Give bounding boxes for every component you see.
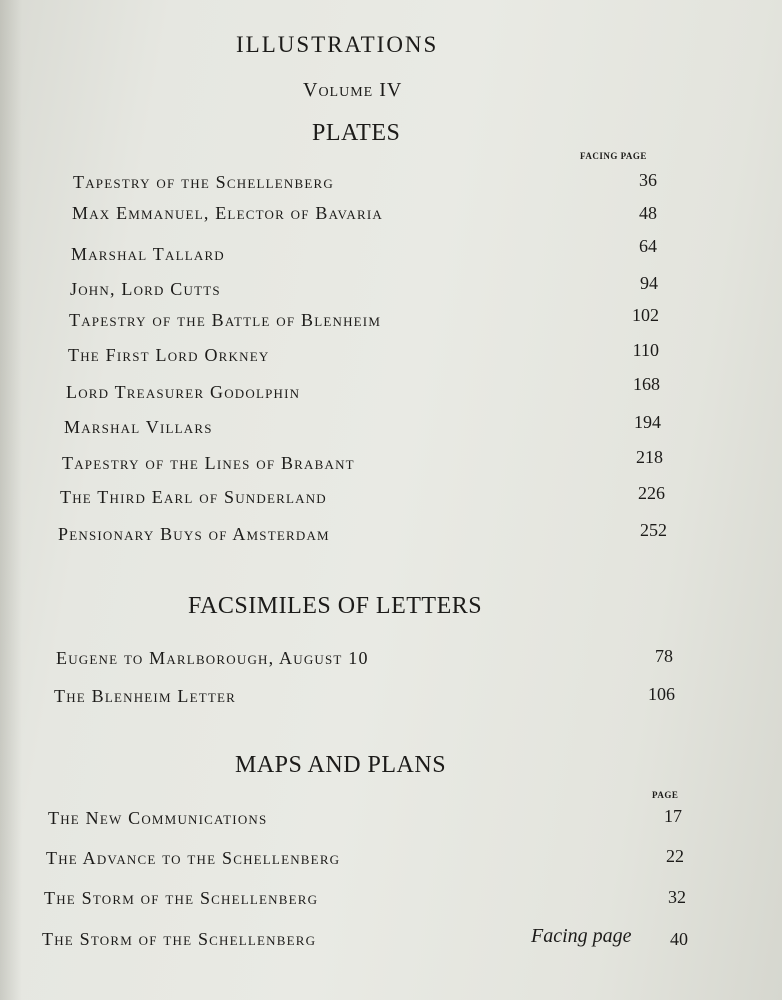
facsimile-title: Eugene to Marlborough, August 10 xyxy=(56,648,369,668)
map-page: 32 xyxy=(668,887,686,907)
facsimile-title: The Blenheim Letter xyxy=(54,686,237,706)
facsimiles-heading: FACSIMILES OF LETTERS xyxy=(188,593,483,619)
map-page: 22 xyxy=(666,846,684,866)
plate-page: 102 xyxy=(632,305,659,325)
plate-title: Tapestry of the Lines of Brabant xyxy=(62,453,355,473)
plate-page: 194 xyxy=(634,412,661,432)
plates-column-label: FACING PAGE xyxy=(580,151,647,161)
plate-page: 64 xyxy=(639,236,657,256)
plate-page: 94 xyxy=(640,273,658,293)
plate-title: The First Lord Orkney xyxy=(68,345,270,365)
volume-label: Volume IV xyxy=(303,79,403,101)
plate-title: Lord Treasurer Godolphin xyxy=(66,382,301,402)
plate-title: Max Emmanuel, Elector of Bavaria xyxy=(72,203,383,223)
plate-title: Marshal Villars xyxy=(64,417,213,437)
plate-page: 226 xyxy=(638,483,665,503)
plate-page: 218 xyxy=(636,447,663,467)
facsimile-page: 106 xyxy=(648,684,675,704)
plate-page: 36 xyxy=(639,170,657,190)
maps-heading: MAPS AND PLANS xyxy=(235,752,447,778)
map-title: The Advance to the Schellenberg xyxy=(46,848,341,868)
plate-page: 110 xyxy=(632,340,659,360)
plate-title: Pensionary Buys of Amsterdam xyxy=(58,524,330,544)
maps-column-label: PAGE xyxy=(652,790,679,800)
map-title: The New Communications xyxy=(48,808,268,828)
page-edge-shadow xyxy=(0,0,22,1000)
map-page: 40 xyxy=(670,929,688,949)
plate-title: Marshal Tallard xyxy=(71,244,225,264)
plate-title: John, Lord Cutts xyxy=(70,279,221,299)
page-title: ILLUSTRATIONS xyxy=(236,32,439,57)
plate-page: 48 xyxy=(639,203,657,223)
plate-page: 252 xyxy=(640,520,667,540)
plate-page: 168 xyxy=(633,374,660,394)
plate-title: Tapestry of the Battle of Blenheim xyxy=(69,310,382,330)
plates-heading: PLATES xyxy=(312,120,401,146)
plate-title: Tapestry of the Schellenberg xyxy=(73,172,334,192)
map-title: The Storm of the Schellenberg xyxy=(42,929,317,949)
facing-page-note: Facing page xyxy=(531,925,632,947)
map-title: The Storm of the Schellenberg xyxy=(44,888,319,908)
map-page: 17 xyxy=(664,806,682,826)
facsimile-page: 78 xyxy=(655,646,673,666)
plate-title: The Third Earl of Sunderland xyxy=(60,487,327,507)
